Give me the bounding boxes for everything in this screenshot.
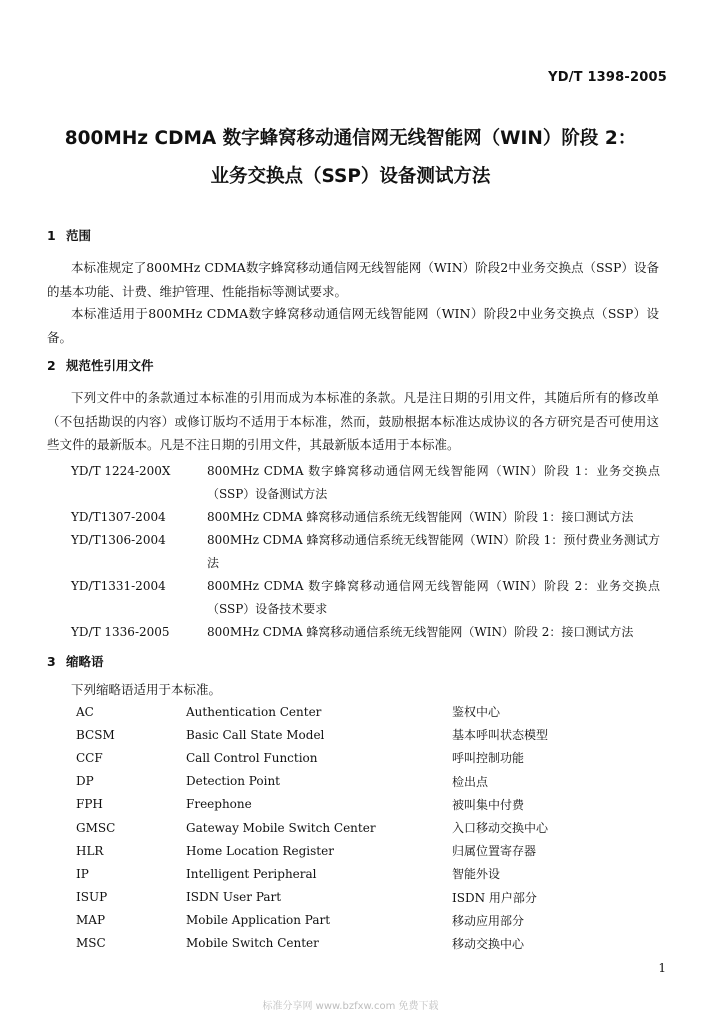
abbreviation-row [76,839,596,862]
watermark: 标准分享网 www.bzfxw.com 免费下载 [262,1001,439,1012]
abbreviation-chinese: 归属位置寄存器 [452,844,537,859]
abbreviation: CCF [76,750,103,765]
references-intro-paragraph: 下列文件中的条款通过本标准的引用而成为本标准的条款。凡是注日期的引用文件，其随后所有的修改单（不包括勘误的内容）或修订版均不适用于本标准，然而，鼓励根据本标准达成协议的各方研究是否可使用这些文件的最新版本。凡是不注日期的引用文件，其最新版本适用于本标准。 [47,390,659,452]
abbreviation-chinese: 移动应用部分 [452,913,525,928]
abbreviation-english: Mobile Application Part [186,913,331,928]
reference-code: YD/T1307-2004 [71,510,166,524]
abbreviation-chinese: 被叫集中付费 [452,797,525,812]
abbreviation: MSC [76,936,106,951]
section-title: 规范性引用文件 [66,358,154,373]
abbreviation-english: Basic Call State Model [186,727,325,742]
section-number: 2 [47,358,56,373]
abbreviation-chinese: ISDN 用户部分 [452,890,537,905]
section-number: 3 [47,654,56,669]
abbreviation-row [76,862,596,885]
abbreviation-chinese: 基本呼叫状态模型 [452,728,549,743]
reference-code: YD/T1306-2004 [71,533,166,547]
section-title: 缩略语 [66,654,104,669]
abbreviation: AC [76,704,94,719]
abbreviation: DP [76,774,94,789]
abbreviation-english: Home Location Register [186,843,334,858]
section-heading-references [47,356,154,374]
reference-title: 800MHz CDMA 蜂窝移动通信系统无线智能网（WIN）阶段 2：接口测试方法 [207,625,634,639]
reference-item [71,460,671,506]
abbreviation: FPH [76,797,103,812]
abbreviations-intro: 下列缩略语适用于本标准。 [71,682,222,697]
abbreviation: GMSC [76,820,116,835]
abbreviation-chinese: 检出点 [452,774,489,789]
abbreviation-english: Gateway Mobile Switch Center [186,820,376,835]
abbreviation-chinese: 呼叫控制功能 [452,751,525,766]
abbreviation-english: Intelligent Peripheral [186,866,317,881]
abbreviation-row [76,886,596,909]
abbreviation-english: ISDN User Part [186,890,282,905]
reference-title: 800MHz CDMA 蜂窝移动通信系统无线智能网（WIN）阶段 1：接口测试方法 [207,510,634,524]
scope-paragraph-1: 本标准规定了800MHz CDMA数字蜂窝移动通信网无线智能网（WIN）阶段2中业务交换点（SSP）设备的基本功能、计费、维护管理、性能指标等测试要求。 [47,260,659,299]
reference-code: YD/T 1224-200X [71,464,171,478]
reference-item [71,621,671,644]
section-heading-abbreviations [47,652,104,670]
abbreviation: MAP [76,913,106,928]
abbreviation-chinese: 鉴权中心 [452,705,501,720]
section-number: 1 [47,228,56,243]
abbreviation-table [76,700,596,955]
reference-code: YD/T 1336-2005 [71,625,170,639]
abbreviation-row [76,816,596,839]
abbreviation-row [76,793,596,816]
reference-title: 800MHz CDMA 数字蜂窝移动通信网无线智能网（WIN）阶段 1：业务交换点（SSP）设备测试方法 [207,464,660,501]
abbreviation: ISUP [76,890,108,905]
page-number: 1 [658,961,666,975]
abbreviation: IP [76,866,89,881]
section-title: 范围 [66,228,92,243]
abbreviation-english: Freephone [186,797,252,812]
abbreviation-chinese: 移动交换中心 [452,936,525,951]
abbreviation-chinese: 入口移动交换中心 [452,821,549,836]
document-title-line-2: 业务交换点（SSP）设备测试方法 [210,166,491,187]
abbreviation-english: Detection Point [186,774,280,789]
reference-item [71,529,671,575]
abbreviation: BCSM [76,727,115,742]
reference-title: 800MHz CDMA 蜂窝移动通信系统无线智能网（WIN）阶段 1：预付费业务测试方法 [207,533,660,570]
abbreviation-chinese: 智能外设 [452,867,501,882]
abbreviation-english: Authentication Center [186,704,322,719]
standard-code: YD/T 1398-2005 [548,70,667,85]
abbreviation-english: Mobile Switch Center [186,936,319,951]
scope-paragraph-2: 本标准适用于800MHz CDMA数字蜂窝移动通信网无线智能网（WIN）阶段2中业务交换点（SSP）设备。 [47,306,659,345]
abbreviation-english: Call Control Function [186,750,318,765]
document-title-line-1: 800MHz CDMA 数字蜂窝移动通信网无线智能网（WIN）阶段 2： [64,128,637,149]
abbreviation-row [76,932,596,955]
abbreviation: HLR [76,843,104,858]
section-heading-scope [47,226,91,244]
abbreviation-row [76,770,596,793]
abbreviation-row [76,746,596,769]
abbreviation-row [76,909,596,932]
reference-title: 800MHz CDMA 数字蜂窝移动通信网无线智能网（WIN）阶段 2：业务交换点（SSP）设备技术要求 [207,579,660,616]
abbreviation-row [76,723,596,746]
abbreviation-row [76,700,596,723]
reference-item [71,506,671,529]
reference-list [71,460,671,644]
reference-code: YD/T1331-2004 [71,579,166,593]
reference-item [71,575,671,621]
